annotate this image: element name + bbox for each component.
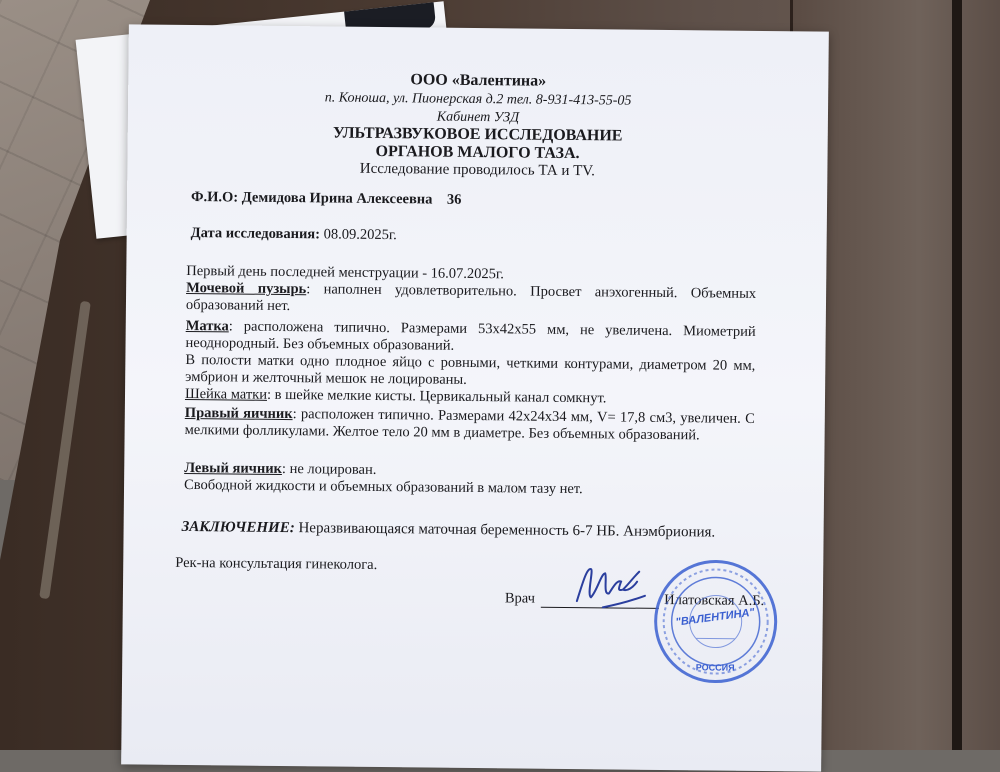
conclusion-text: Неразвивающаяся маточная беременность 6-7 НБ. Анэмбриония.	[295, 520, 716, 540]
stamp-center-text: "ВАЛЕНТИНА"	[675, 606, 756, 628]
conclusion-line	[182, 519, 716, 542]
date-value: 08.09.2025г.	[324, 226, 397, 243]
patient-name: Демидова Ирина Алексеевна	[242, 190, 433, 208]
doctor-name: Илатовская А.Б.	[664, 592, 764, 609]
cavity-paragraph: В полости матки одно плодное яйцо с ровными, четкими контурами, диаметром 20 мм, эмбрион и желточный мешок не лоцированы.	[185, 352, 755, 392]
date-line	[191, 225, 397, 244]
patient-label: Ф.И.О:	[191, 189, 238, 205]
cervix-text: : в шейке мелкие кисты. Цервикальный канал сомкнут.	[267, 387, 607, 407]
doctor-signature	[573, 561, 654, 612]
company-address: п. Коноша, ул. Пионерская д.2 тел. 8-931-413-55-05	[128, 88, 828, 111]
uterus-text: : расположена типично. Размерами 53х42х55 мм, не увеличена. Миометрий неоднородный. Без объемных образований.	[185, 318, 755, 353]
bladder-label: Мочевой пузырь	[186, 280, 306, 297]
date-label: Дата исследования:	[191, 225, 320, 242]
patient-line	[191, 189, 462, 209]
lmp-line: Первый день последней менструации - 16.07.2025г.	[186, 263, 504, 283]
bladder-text: : наполнен удовлетворительно. Просвет анэхогенный. Объемных образований нет.	[186, 281, 756, 314]
bench-gap	[952, 0, 962, 750]
patient-age: 36	[447, 192, 462, 208]
cervix-label: Шейка матки	[185, 386, 267, 403]
left-ovary-text: : не лоцирован.	[282, 461, 377, 478]
method-line: Исследование проводилось ТА и TV.	[127, 158, 827, 182]
right-ovary-label: Правый яичник	[185, 405, 293, 422]
report-title-line2: ОРГАНОВ МАЛОГО ТАЗА.	[127, 140, 827, 165]
fluid-paragraph: Свободной жидкости и объемных образований в малом тазу нет.	[184, 477, 754, 500]
bladder-paragraph	[186, 280, 756, 320]
left-ovary-label: Левый яичник	[184, 460, 282, 477]
stamp-bottom-text: РОССИЯ	[696, 662, 735, 672]
doctor-label: Врач	[505, 590, 535, 606]
ultrasound-report-sheet	[121, 24, 829, 771]
company-name: ООО «Валентина»	[128, 68, 828, 93]
cabinet-name: Кабинет УЗД	[128, 106, 828, 129]
report-title-line1: УЛЬТРАЗВУКОВОЕ ИССЛЕДОВАНИЕ	[128, 122, 828, 147]
uterus-label: Матка	[186, 318, 229, 334]
conclusion-label: ЗАКЛЮЧЕНИЕ:	[182, 519, 295, 536]
company-stamp	[652, 558, 779, 685]
right-ovary-paragraph	[185, 405, 755, 445]
right-ovary-text: : расположен типично. Размерами 42х24х34 мм, V= 17,8 см3, увеличен. С мелкими фолликулами. Желтое тело 20 мм в диаметре. Без объемных образований.	[185, 406, 755, 443]
recommendation-line: Рек-на консультация гинеколога.	[175, 555, 377, 574]
